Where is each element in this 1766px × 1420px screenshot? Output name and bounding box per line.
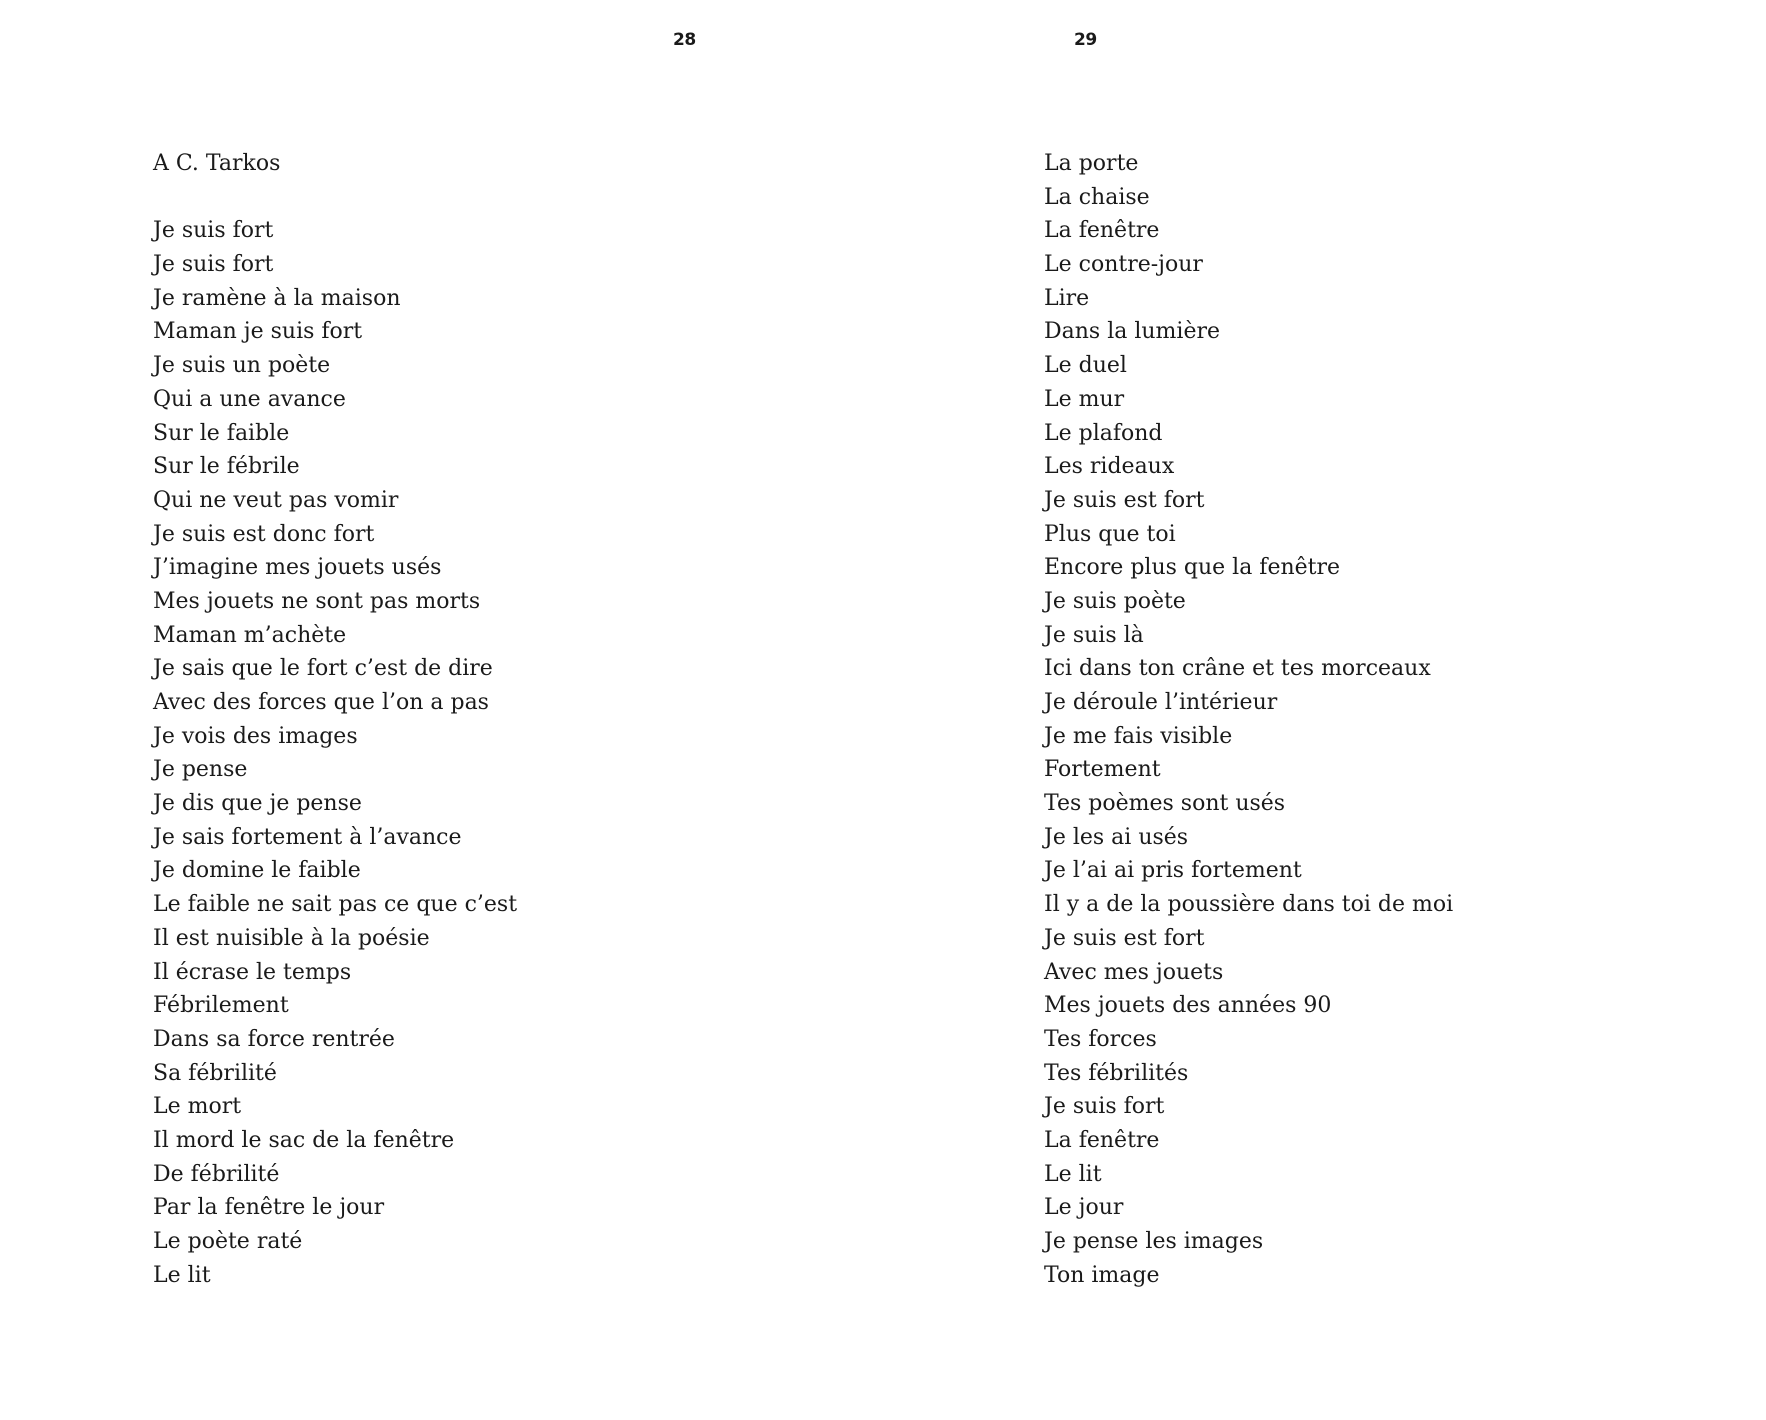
poem-line: Sur le faible — [153, 420, 290, 446]
poem-line: Je pense les images — [1044, 1229, 1264, 1254]
poem-line: Mes jouets ne sont pas morts — [153, 588, 481, 614]
poem-line: Le poète raté — [153, 1229, 303, 1254]
poem-line: Le mort — [153, 1094, 242, 1120]
poem-line: Je vois des images — [153, 723, 358, 749]
poem-line: Je suis est donc fort — [153, 521, 375, 547]
poem-column-right — [1044, 147, 1453, 1292]
poem-line: Maman m’achète — [153, 622, 347, 648]
poem-lines-right — [1044, 147, 1453, 1292]
poem-line: Je suis fort — [153, 218, 274, 244]
page-number-right: 29 — [1074, 30, 1097, 50]
poem-line: Plus que toi — [1044, 521, 1176, 547]
poem-line: Je sais fortement à l’avance — [153, 824, 462, 850]
poem-line: Sa fébrilité — [153, 1060, 277, 1086]
poem-line: Je suis est fort — [1044, 925, 1205, 951]
poem-line: Il mord le sac de la fenêtre — [153, 1127, 455, 1153]
poem-line: Je l’ai ai pris fortement — [1044, 858, 1302, 884]
poem-line: La chaise — [1044, 184, 1150, 210]
poem-line: Tes forces — [1044, 1026, 1157, 1052]
page-number-left: 28 — [673, 30, 696, 50]
poem-line: Je les ai usés — [1044, 824, 1189, 850]
poem-line: Je pense — [153, 757, 248, 783]
poem-line: Je suis là — [1044, 622, 1144, 648]
poem-line: Je ramène à la maison — [153, 285, 401, 311]
poem-line: Je suis poète — [1044, 588, 1186, 614]
poem-line: Il écrase le temps — [153, 959, 352, 985]
poem-line: De fébrilité — [153, 1161, 280, 1187]
poem-line: Fébrilement — [153, 993, 289, 1019]
poem-line: Ici dans ton crâne et tes morceaux — [1044, 656, 1431, 682]
poem-line: Le duel — [1044, 353, 1127, 379]
poem-line: Dans la lumière — [1044, 319, 1221, 345]
poem-line: La fenêtre — [1044, 218, 1160, 244]
poem-line: Qui a une avance — [153, 386, 346, 412]
poem-line: Il est nuisible à la poésie — [153, 925, 430, 951]
poem-line: Le plafond — [1044, 420, 1163, 446]
poem-line: Qui ne veut pas vomir — [153, 487, 399, 513]
poem-line: Il y a de la poussière dans toi de moi — [1044, 892, 1454, 918]
poem-line: Le lit — [1044, 1161, 1102, 1187]
poem-line: Sur le fébrile — [153, 454, 300, 480]
poem-line: Avec des forces que l’on a pas — [153, 690, 489, 715]
dedication: A C. Tarkos — [153, 151, 281, 176]
poem-line: Fortement — [1044, 757, 1161, 783]
poem-line: Tes fébrilités — [1044, 1060, 1189, 1086]
poem-line: Avec mes jouets — [1044, 959, 1224, 985]
poem-line: Je déroule l’intérieur — [1044, 690, 1278, 715]
poem-line: Encore plus que la fenêtre — [1044, 555, 1341, 581]
poem-line: Je suis un poète — [153, 353, 331, 379]
poem-line: Le contre-jour — [1044, 252, 1203, 278]
poem-line: Je sais que le fort c’est de dire — [153, 656, 493, 682]
poem-line: Par la fenêtre le jour — [153, 1195, 385, 1221]
poem-line: La porte — [1044, 151, 1139, 176]
poem-line: Lire — [1044, 285, 1090, 311]
poem-line: J’imagine mes jouets usés — [153, 555, 442, 581]
poem-line: Le jour — [1044, 1195, 1124, 1221]
poem-line: Je suis fort — [153, 252, 274, 278]
poem-line: Mes jouets des années 90 — [1044, 993, 1332, 1019]
poem-line: Le lit — [153, 1262, 211, 1288]
poem-line: Maman je suis fort — [153, 319, 363, 345]
poem-line: Dans sa force rentrée — [153, 1026, 395, 1052]
poem-line: Les rideaux — [1044, 454, 1175, 480]
poem-line: Je me fais visible — [1044, 723, 1233, 749]
poem-line: Je domine le faible — [153, 858, 361, 884]
poem-line: Le faible ne sait pas ce que c’est — [153, 892, 518, 918]
poem-line: Je suis fort — [1044, 1094, 1165, 1120]
poem-line: Tes poèmes sont usés — [1044, 791, 1286, 817]
poem-lines-left — [153, 214, 517, 1292]
poem-line: La fenêtre — [1044, 1127, 1160, 1153]
poem-line: Ton image — [1044, 1262, 1160, 1288]
poem-line: Je dis que je pense — [153, 791, 362, 817]
poem-line: Je suis est fort — [1044, 487, 1205, 513]
poem-column-left — [153, 147, 517, 1292]
poem-line: Le mur — [1044, 386, 1125, 412]
